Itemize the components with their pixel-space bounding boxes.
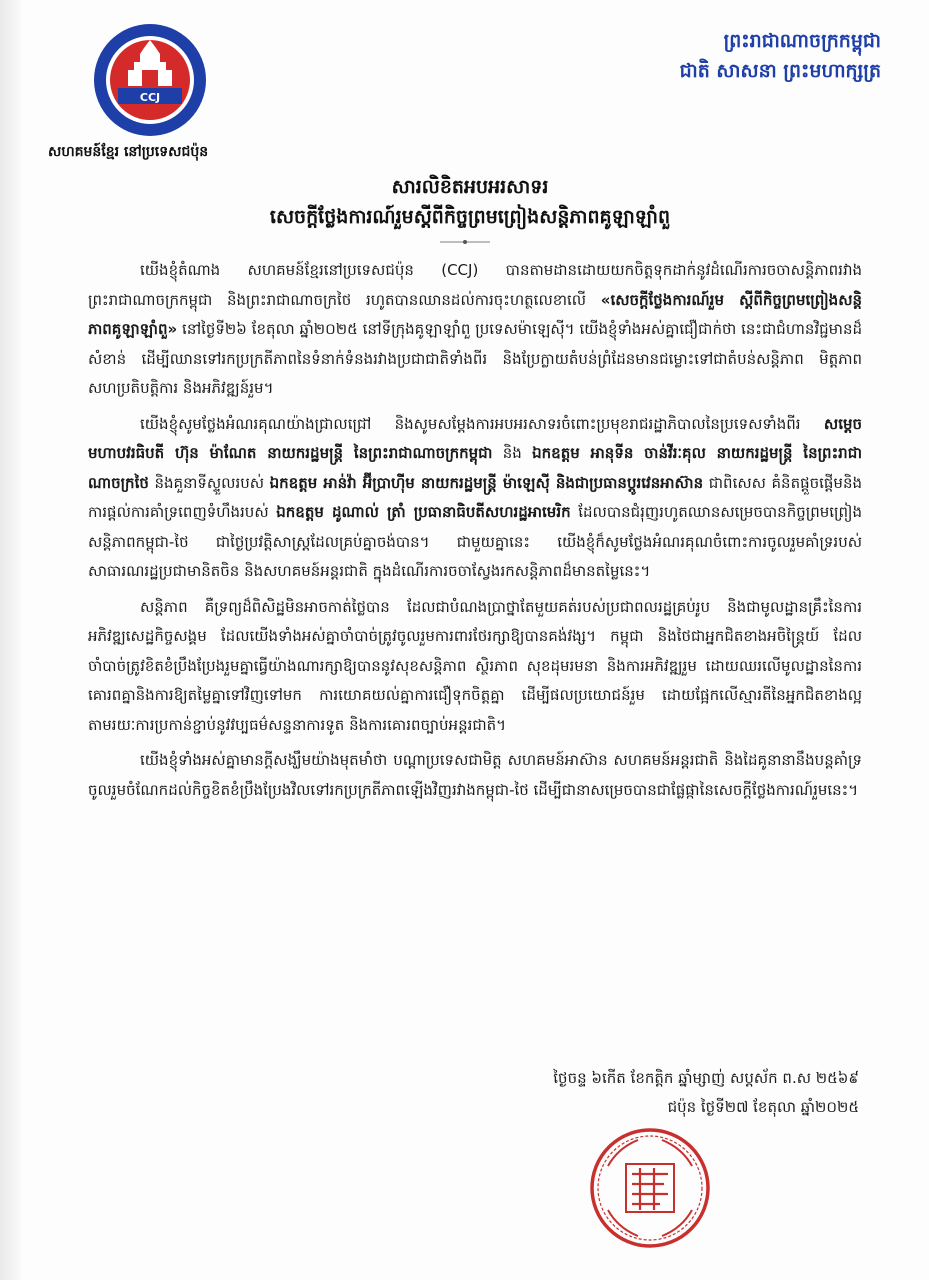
paragraph-1-text: យើងខ្ញុំតំណាង សហគមន៍ខ្មែរនៅប្រទេសជប៉ុន (CCJ) បានតាមដានដោយយកចិត្តទុកដាក់នូវដំណើរការចចាសន្តិភាពរវាងព្រះរាជាណាចក្រកម្ពុជា និងព្រះរាជាណាចក្រថៃ រហូតបានឈានដល់ការចុះហត្ថលេខាលើ xyxy=(88,261,862,309)
letter-body xyxy=(88,256,862,811)
paragraph-1-text-end: នៅថ្ងៃទី២៦ ខែតុលា ឆ្នាំ២០២៥ នៅទីក្រុងគូឡាឡាំពួ ប្រទេសម៉ាឡេស៊ី។ យើងខ្ញុំទាំងអស់គ្នាជឿជាក់ថា នេះជាជំហានវិជ្ជមានដ៏សំខាន់ ដើម្បីឈានទៅរកប្រក្រតីភាពនៃទំនាក់ទំនងរវាងប្រជាជាតិទាំងពីរ និងប្រែក្លាយតំបន់ព្រំដែនមានជម្លោះទៅជាតំបន់សន្តិភាព មិត្តភាព សហប្រតិបត្តិការ និងអភិវឌ្ឍន៍រួម។ xyxy=(88,320,862,397)
anutin-name: ឯកឧត្តម អានុទីន ចាន់វីរៈគុល នាយករដ្ឋមន្ត្រី នៃព្រះរាជាណាចក្រថៃ xyxy=(88,444,862,492)
paragraph-2-conj: និង xyxy=(492,444,533,462)
hun-manet-name: សម្តេចមហាបវរធិបតី ហ៊ុន ម៉ាណែត នាយករដ្ឋមន្ត្រី នៃព្រះរាជាណាចក្រកម្ពុជា xyxy=(88,414,862,462)
ccj-logo xyxy=(92,22,208,138)
paragraph-2-text: យើងខ្ញុំសូមថ្លែងអំណរគុណយ៉ាងជ្រាលជ្រៅ និងសូមសម្តែងការអបអរសាទរចំពោះប្រមុខរាជរដ្ឋាភិបាលនៃប្រទេសទាំងពីរ xyxy=(140,414,824,433)
dateline xyxy=(439,1064,859,1122)
anwar-name: ឯកឧត្តម អាន់វ៉ា អ៊ីប្រាហ៊ីម នាយករដ្ឋមន្ត្រី ម៉ាឡេស៊ី និងជាប្រធានប្តូរវេនអាស៊ាន xyxy=(269,473,704,492)
paragraph-2-text-end: ដែលបានជំរុញរហូតឈានសម្រេចបានកិច្ចព្រមព្រៀងសន្តិភាពកម្ពុជា-ថៃ ជាថ្ងៃប្រវត្តិសាស្ត្រដែលគ្រប់គ្នាចង់បាន។ ជាមួយគ្នានេះ យើងខ្ញុំក៏សូមថ្លែងអំណរគុណចំពោះការចូលរួមគាំទ្ររបស់សាធារណរដ្ឋប្រជាមានិតចិន និងសហគមន៍អន្តរជាតិ ក្នុងដំណើរការចចាស្វែងរកសន្តិភាពដ៏មានតម្លៃនេះ។ xyxy=(88,503,862,580)
title-divider xyxy=(440,238,490,246)
kingdom-motto xyxy=(581,26,881,86)
paragraph-2 xyxy=(88,410,862,587)
document-title xyxy=(130,172,810,232)
title-line-2: សេចក្តីថ្លែងការណ៍រួមស្តីពីកិច្ចព្រមព្រៀងសន្តិភាពគូឡាឡាំពួ xyxy=(269,206,671,228)
logo-text: CCJ xyxy=(139,91,161,104)
national-motto: ជាតិ សាសនា ព្រះមហាក្សត្រ xyxy=(679,60,881,82)
trump-name: ឯកឧត្តម ដូណាល់ ត្រាំ ប្រធានាធិបតីសហរដ្ឋអាមេរិក xyxy=(276,503,571,521)
organization-name: សហគមន៍ខ្មែរ នៅប្រទេសជប៉ុន xyxy=(48,144,209,160)
paragraph-1 xyxy=(88,256,862,404)
paragraph-2-role: និងគួនាទីស្ទួលរបស់ xyxy=(148,473,270,492)
lunar-date: ថ្ងៃចន្ទ ៦កើត ខែកត្តិក ឆ្នាំម្សាញ់ សប្តស័ក ព.ស ២៥៦៩ xyxy=(553,1069,859,1087)
solar-date: ជប៉ុន ថ្ងៃទី២៧ ខែតុលា ឆ្នាំ២០២៥ xyxy=(667,1098,859,1116)
kingdom-name: ព្រះរាជាណាចក្រកម្ពុជា xyxy=(723,30,881,52)
official-seal-stamp xyxy=(588,1126,712,1250)
paragraph-3: សន្តិភាព គឺទ្រព្យដ៏ពិសិដ្ឋមិនអាចកាត់ថ្លៃបាន ដែលជាបំណងប្រាថ្នាតែមួយគត់របស់ប្រជាពលរដ្ឋគ្រប់រូប និងជាមូលដ្ឋានគ្រឹះនៃការអភិវឌ្ឍសេដ្ឋកិច្ចសង្គម ដែលយើងទាំងអស់គ្នាចាំបាច់ត្រូវចូលរួមការពារថែរក្សាឱ្យបានគង់វង្ស។ កម្ពុជា និងថៃជាអ្នកជិតខាងអចិន្ត្រៃយ៍ ដែលចាំបាច់ត្រូវខិតខំប្រឹងប្រែងរួមគ្នាធ្វើយ៉ាងណារក្សាឱ្យបាននូវសុខសន្តិភាព ស្ថិរភាព សុខដុមរមនា និងការអភិវឌ្ឍរួម ដោយឈរលើមូលដ្ឋាននៃការគោរពគ្នានិងការឱ្យតម្លៃគ្នាទៅវិញទៅមក ការយោគយល់គ្នាការជឿទុកចិត្តគ្នា ដើម្បីផលប្រយោជន៍រួម ដោយផ្អែកលើស្មារតីនៃអ្នកជិតខាងល្អ តាមរយៈការប្រកាន់ខ្ជាប់នូវវប្បធម៌សន្ទនាការទូត និងការគោរពច្បាប់អន្តរជាតិ។ xyxy=(88,597,862,734)
title-line-1: សារលិខិតអបអរសាទរ xyxy=(391,176,549,198)
paragraph-2-support: ជាពិសេស គំនិតផ្តួចផ្តើមនិងការផ្តល់ការគាំទ្រពេញទំហឹងរបស់ xyxy=(88,473,862,521)
paragraph-1-emphasis: «សេចក្តីថ្លែងការណ៍រួម ស្តីពីកិច្ចព្រមព្រៀងសន្តិភាពគូឡាឡាំពួ» xyxy=(88,290,863,338)
paragraph-4: យើងខ្ញុំទាំងអស់គ្នាមានក្តីសង្ឃឹមយ៉ាងមុតមាំថា បណ្តាប្រទេសជាមិត្ត សហគមន៍អាស៊ាន សហគមន៍អន្តរជាតិ និងដៃគូនានានឹងបន្តគាំទ្រចូលរួមចំណែកដល់កិច្ចខិតខំប្រឹងប្រែងវិលទៅរកប្រក្រតីភាពឡើងវិញរវាងកម្ពុជា-ថៃ ដើម្បីជានាសម្រេចបានជាផ្លែផ្កានៃសេចក្តីថ្លែងការណ៍រួមនេះ។ xyxy=(88,751,862,799)
